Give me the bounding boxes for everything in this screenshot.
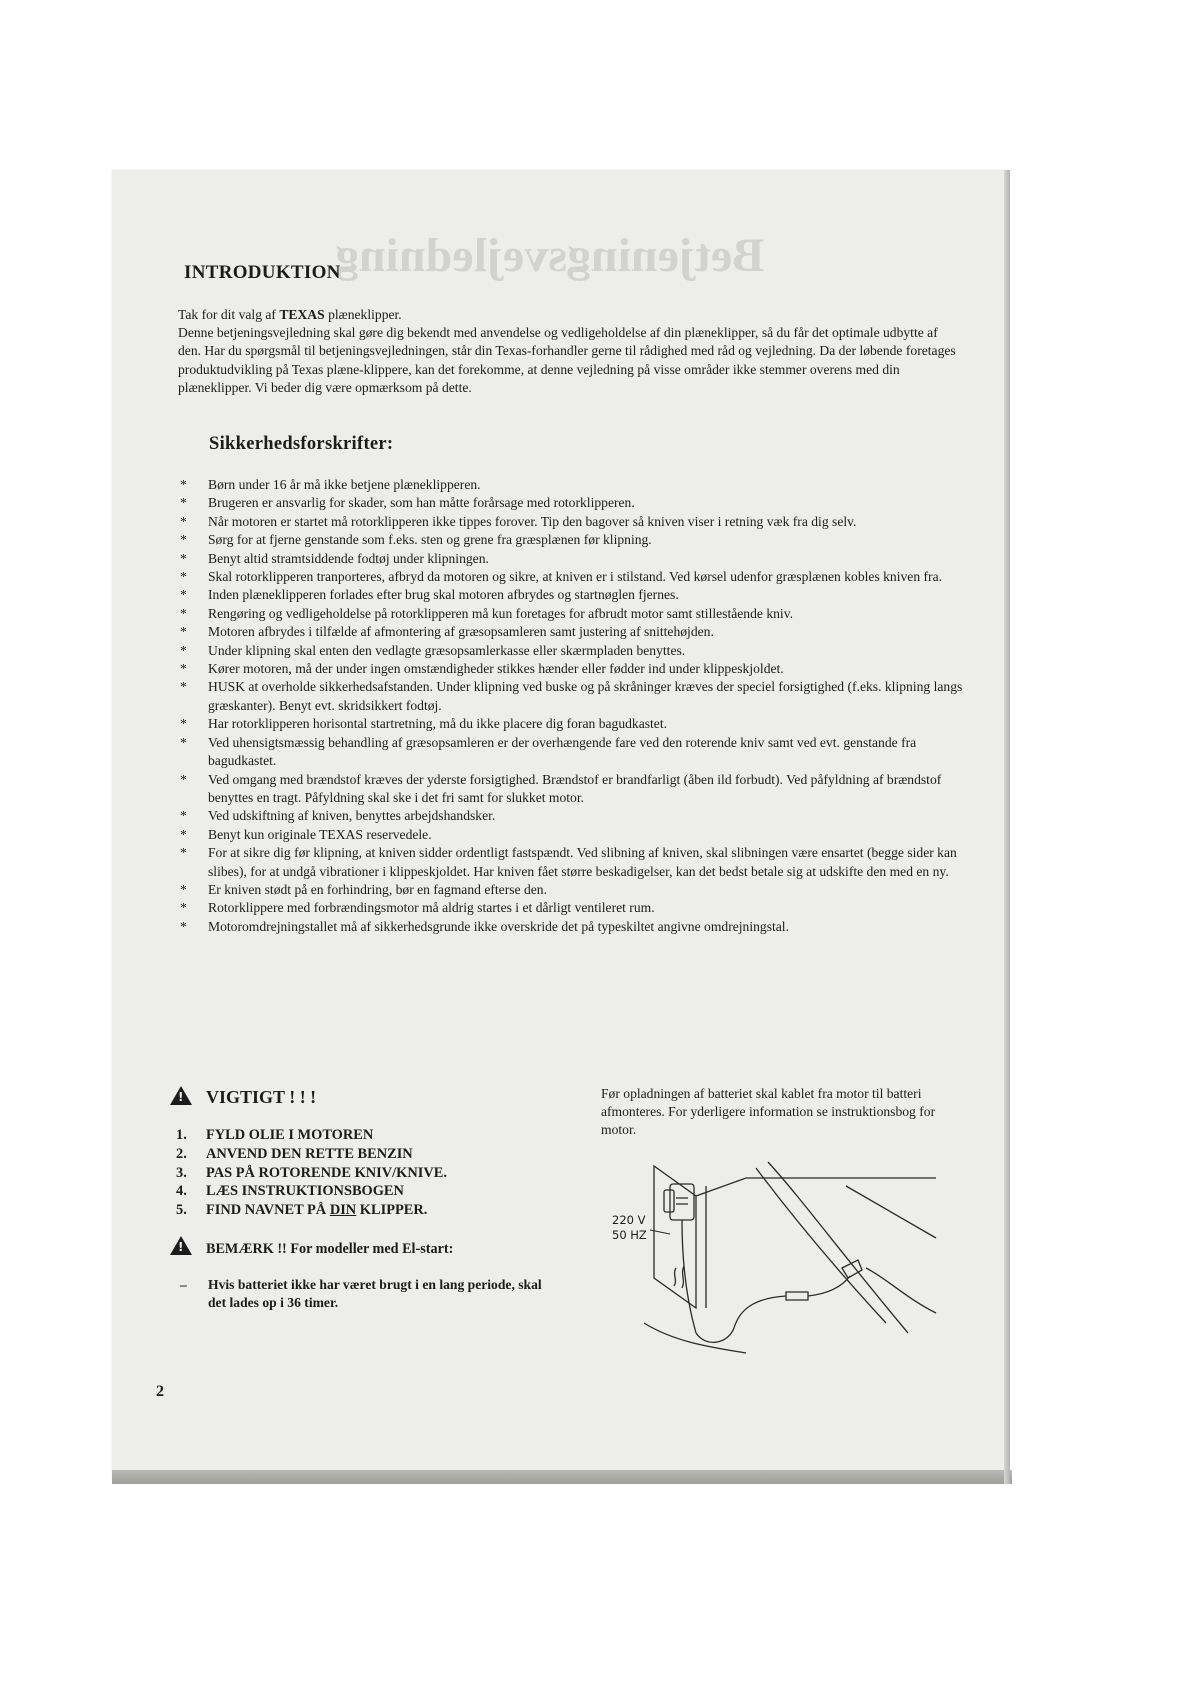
bleed-through-title: Betjeningsvejledning: [335, 229, 765, 282]
safety-rule: [178, 678, 968, 715]
safety-rule: [178, 734, 968, 771]
safety-rule: [178, 844, 968, 881]
safety-rule-text: For at sikre dig før klipning, at kniven sidder ordentligt fastspændt. Ved slibning af kniven, skal slibningen være ensartet (begge sider kan slibes), for at undgå vibrationer i klippeskjoldet. Har kniven fået større beskadigelser, kan det bedst betale sig at udskifte den med en ny.: [208, 845, 957, 879]
section-heading-safety: Sikkerhedsforskrifter:: [209, 434, 394, 454]
bullet-star: *: [180, 477, 187, 492]
bullet-star: *: [180, 808, 187, 824]
step-text: PAS PÅ ROTORENDE KNIV/KNIVE.: [206, 1164, 447, 1181]
bullet-star: *: [180, 495, 187, 511]
safety-rule: [178, 918, 968, 936]
bullet-star: *: [180, 881, 187, 897]
safety-rule: [178, 605, 968, 623]
page-edge-shadow: [112, 1470, 1012, 1484]
bullet-star: *: [180, 679, 187, 695]
bullet-star: *: [180, 513, 187, 529]
voltage-label: 220 V: [612, 1213, 646, 1227]
bullet-star: *: [180, 587, 187, 603]
safety-rule: [178, 807, 968, 825]
bullet-star: *: [180, 624, 187, 640]
safety-rule: [178, 550, 968, 568]
bullet-star: *: [180, 661, 187, 677]
bullet-star: *: [180, 900, 187, 916]
bullet-star: *: [180, 918, 187, 934]
safety-rule-text: Børn under 16 år må ikke betjene plæneklipperen.: [208, 477, 481, 492]
safety-rule-text: Skal rotorklipperen tranporteres, afbryd da motoren og sikre, at kniven er i stilstand. Ved kørsel udenfor græsplænen kobles kniven fra.: [208, 569, 943, 585]
safety-rule: [178, 771, 968, 808]
important-step: [176, 1145, 447, 1164]
safety-rule-text: Rotorklippere med forbrændingsmotor må aldrig startes i et dårligt ventileret rum.: [208, 900, 655, 916]
step-text: FYLD OLIE I MOTOREN: [206, 1127, 374, 1143]
warning-triangle-icon: [170, 1086, 192, 1105]
safety-rule: [178, 826, 968, 844]
safety-rule-text: Ved omgang med brændstof kræves der yderste forsigtighed. Brændstof er brandfarligt (åben ild forbudt). Ved påfyldning af brændstof benyttes en tragt. Påfyldning skal ske i det fri samt for slukket motor.: [208, 771, 942, 805]
safety-rule: [178, 586, 968, 604]
charger-illustration: [612, 1148, 948, 1354]
important-steps-list: [176, 1126, 447, 1220]
safety-rule: [178, 494, 968, 512]
important-step: [176, 1201, 447, 1220]
safety-rule: [178, 513, 968, 531]
bullet-star: *: [180, 569, 187, 585]
safety-rule-text: Benyt altid stramtsiddende fodtøj under klipningen.: [208, 550, 489, 566]
safety-rule-text: Benyt kun originale TEXAS reservedele.: [208, 826, 432, 842]
safety-rule: [178, 531, 968, 549]
safety-rules-list: [178, 476, 968, 936]
safety-rule-text: Motoren afbrydes i tilfælde af afmontering af græsopsamleren samt justering af snittehøjden.: [208, 624, 714, 640]
safety-rule-text: Brugeren er ansvarlig for skader, som han måtte forårsage med rotorklipperen.: [208, 495, 635, 511]
charging-instructions: Før opladningen af batteriet skal kablet fra motor til batteri afmonteres. For yderligere information se instruktionsbog for motor.: [601, 1086, 936, 1138]
bullet-star: *: [180, 716, 187, 732]
bullet-star: *: [180, 771, 187, 787]
note-heading: !BEMÆRK !! For modeller med El-start:: [170, 1236, 453, 1258]
safety-rule-text: Sørg for at fjerne genstande som f.eks. sten og grene fra græsplænen før klipning.: [208, 532, 652, 548]
safety-rule-text: Motoromdrejningstallet må af sikkerhedsgrunde ikke overskride det på typeskiltet angivne omdrejningstal.: [208, 918, 789, 934]
introduction-text: [178, 306, 960, 397]
safety-rule-text: Har rotorklipperen horisontal startretning, må du ikke placere dig foran bagudkastet.: [208, 716, 668, 732]
safety-rule-text: Inden plæneklipperen forlades efter brug skal motoren afbrydes og startnøglen fjernes.: [208, 587, 679, 603]
important-heading: !VIGTIGT ! ! !: [170, 1086, 316, 1108]
safety-rule-text: Under klipning skal enten den vedlagte græsopsamlerkasse eller skærmpladen benyttes.: [208, 642, 686, 658]
safety-rule-text: HUSK at overholde sikkerhedsafstanden. Under klipning ved buske og på skråninger kræves der speciel forsigtighed (f.eks. klipning langs græskanter). Benyt evt. skridsikkert fodtøj.: [208, 679, 963, 713]
safety-rule-text: Rengøring og vedligeholdelse på rotorklipperen må kun foretages for afbrudt motor samt stillestående kniv.: [208, 605, 794, 621]
bullet-star: *: [180, 605, 187, 621]
step-number: 2.: [176, 1145, 187, 1162]
safety-rule: [178, 568, 968, 586]
intro-first-line: Tak for dit valg af TEXAS plæneklipper.: [178, 307, 402, 322]
safety-rule-text: Ved udskiftning af kniven, benyttes arbejdshandsker.: [208, 808, 496, 824]
bullet-star: *: [180, 734, 187, 750]
important-step: [176, 1126, 447, 1145]
safety-rule: [178, 899, 968, 917]
intro-paragraph: Denne betjeningsvejledning skal gøre dig bekendt med anvendelse og vedligeholdelse af din plæneklipper, så du får det optimale udbytte af den. Har du spørgsmål til betjeningsvejledningen, står din Texas-forhandler gerne til rådighed med råd og vejledning. Da der løbende foretages produktudvikling på Texas plæne-klippere, kan det forekomme, at denne vejledning på visse områder ikke stemmer overens med din plæneklipper. Vi beder dig være opmærksom på dette.: [178, 325, 956, 395]
step-text: DIN: [329, 1202, 357, 1219]
step-number: 1.: [176, 1127, 187, 1143]
step-text: FIND NAVNET PÅ: [206, 1202, 330, 1219]
step-number: 5.: [176, 1202, 187, 1219]
step-text: KLIPPER.: [356, 1202, 428, 1219]
important-step: [176, 1164, 447, 1183]
brand-name: TEXAS: [279, 307, 325, 322]
step-text: ANVEND DEN RETTE BENZIN: [206, 1145, 413, 1162]
safety-rule-text: Kører motoren, må der under ingen omstændigheder stikkes hænder eller fødder ind under klippeskjoldet.: [208, 661, 784, 677]
safety-rule-text: Ved uhensigtsmæssig behandling af græsopsamleren er der overhængende fare ved den roterende kniv samt ved evt. genstande fra bagudkastet.: [208, 734, 917, 769]
safety-rule: [178, 660, 968, 678]
battery-note-text: Hvis batteriet ikke har været brugt i en lang periode, skal det lades op i 36 timer.: [208, 1277, 542, 1311]
safety-rule: [178, 476, 968, 494]
bullet-star: *: [180, 845, 187, 861]
dash-bullet: –: [180, 1277, 187, 1292]
section-heading-introduction: INTRODUKTION: [184, 262, 341, 283]
page-edge-shadow-right: [1004, 170, 1010, 1484]
step-number: 3.: [176, 1164, 187, 1181]
safety-rule-text: Er kniven stødt på en forhindring, bør en fagmand efterse den.: [208, 881, 547, 897]
safety-rule: [178, 715, 968, 733]
bullet-star: *: [180, 642, 187, 658]
bullet-star: *: [180, 826, 187, 842]
important-step: [176, 1182, 447, 1201]
safety-rule: [178, 881, 968, 899]
step-number: 4.: [176, 1183, 187, 1200]
page-number: 2: [156, 1383, 164, 1400]
warning-triangle-icon: [170, 1236, 192, 1255]
bullet-star: *: [180, 550, 187, 566]
safety-rule: [178, 642, 968, 660]
frequency-label: 50 HZ: [612, 1228, 647, 1242]
bullet-star: *: [180, 532, 187, 548]
battery-note: [178, 1276, 558, 1313]
step-text: LÆS INSTRUKTIONSBOGEN: [206, 1183, 404, 1200]
safety-rule-text: Når motoren er startet må rotorklipperen ikke tippes forover. Tip den bagover så kniven viser i retning væk fra dig selv.: [208, 513, 857, 529]
safety-rule: [178, 623, 968, 641]
